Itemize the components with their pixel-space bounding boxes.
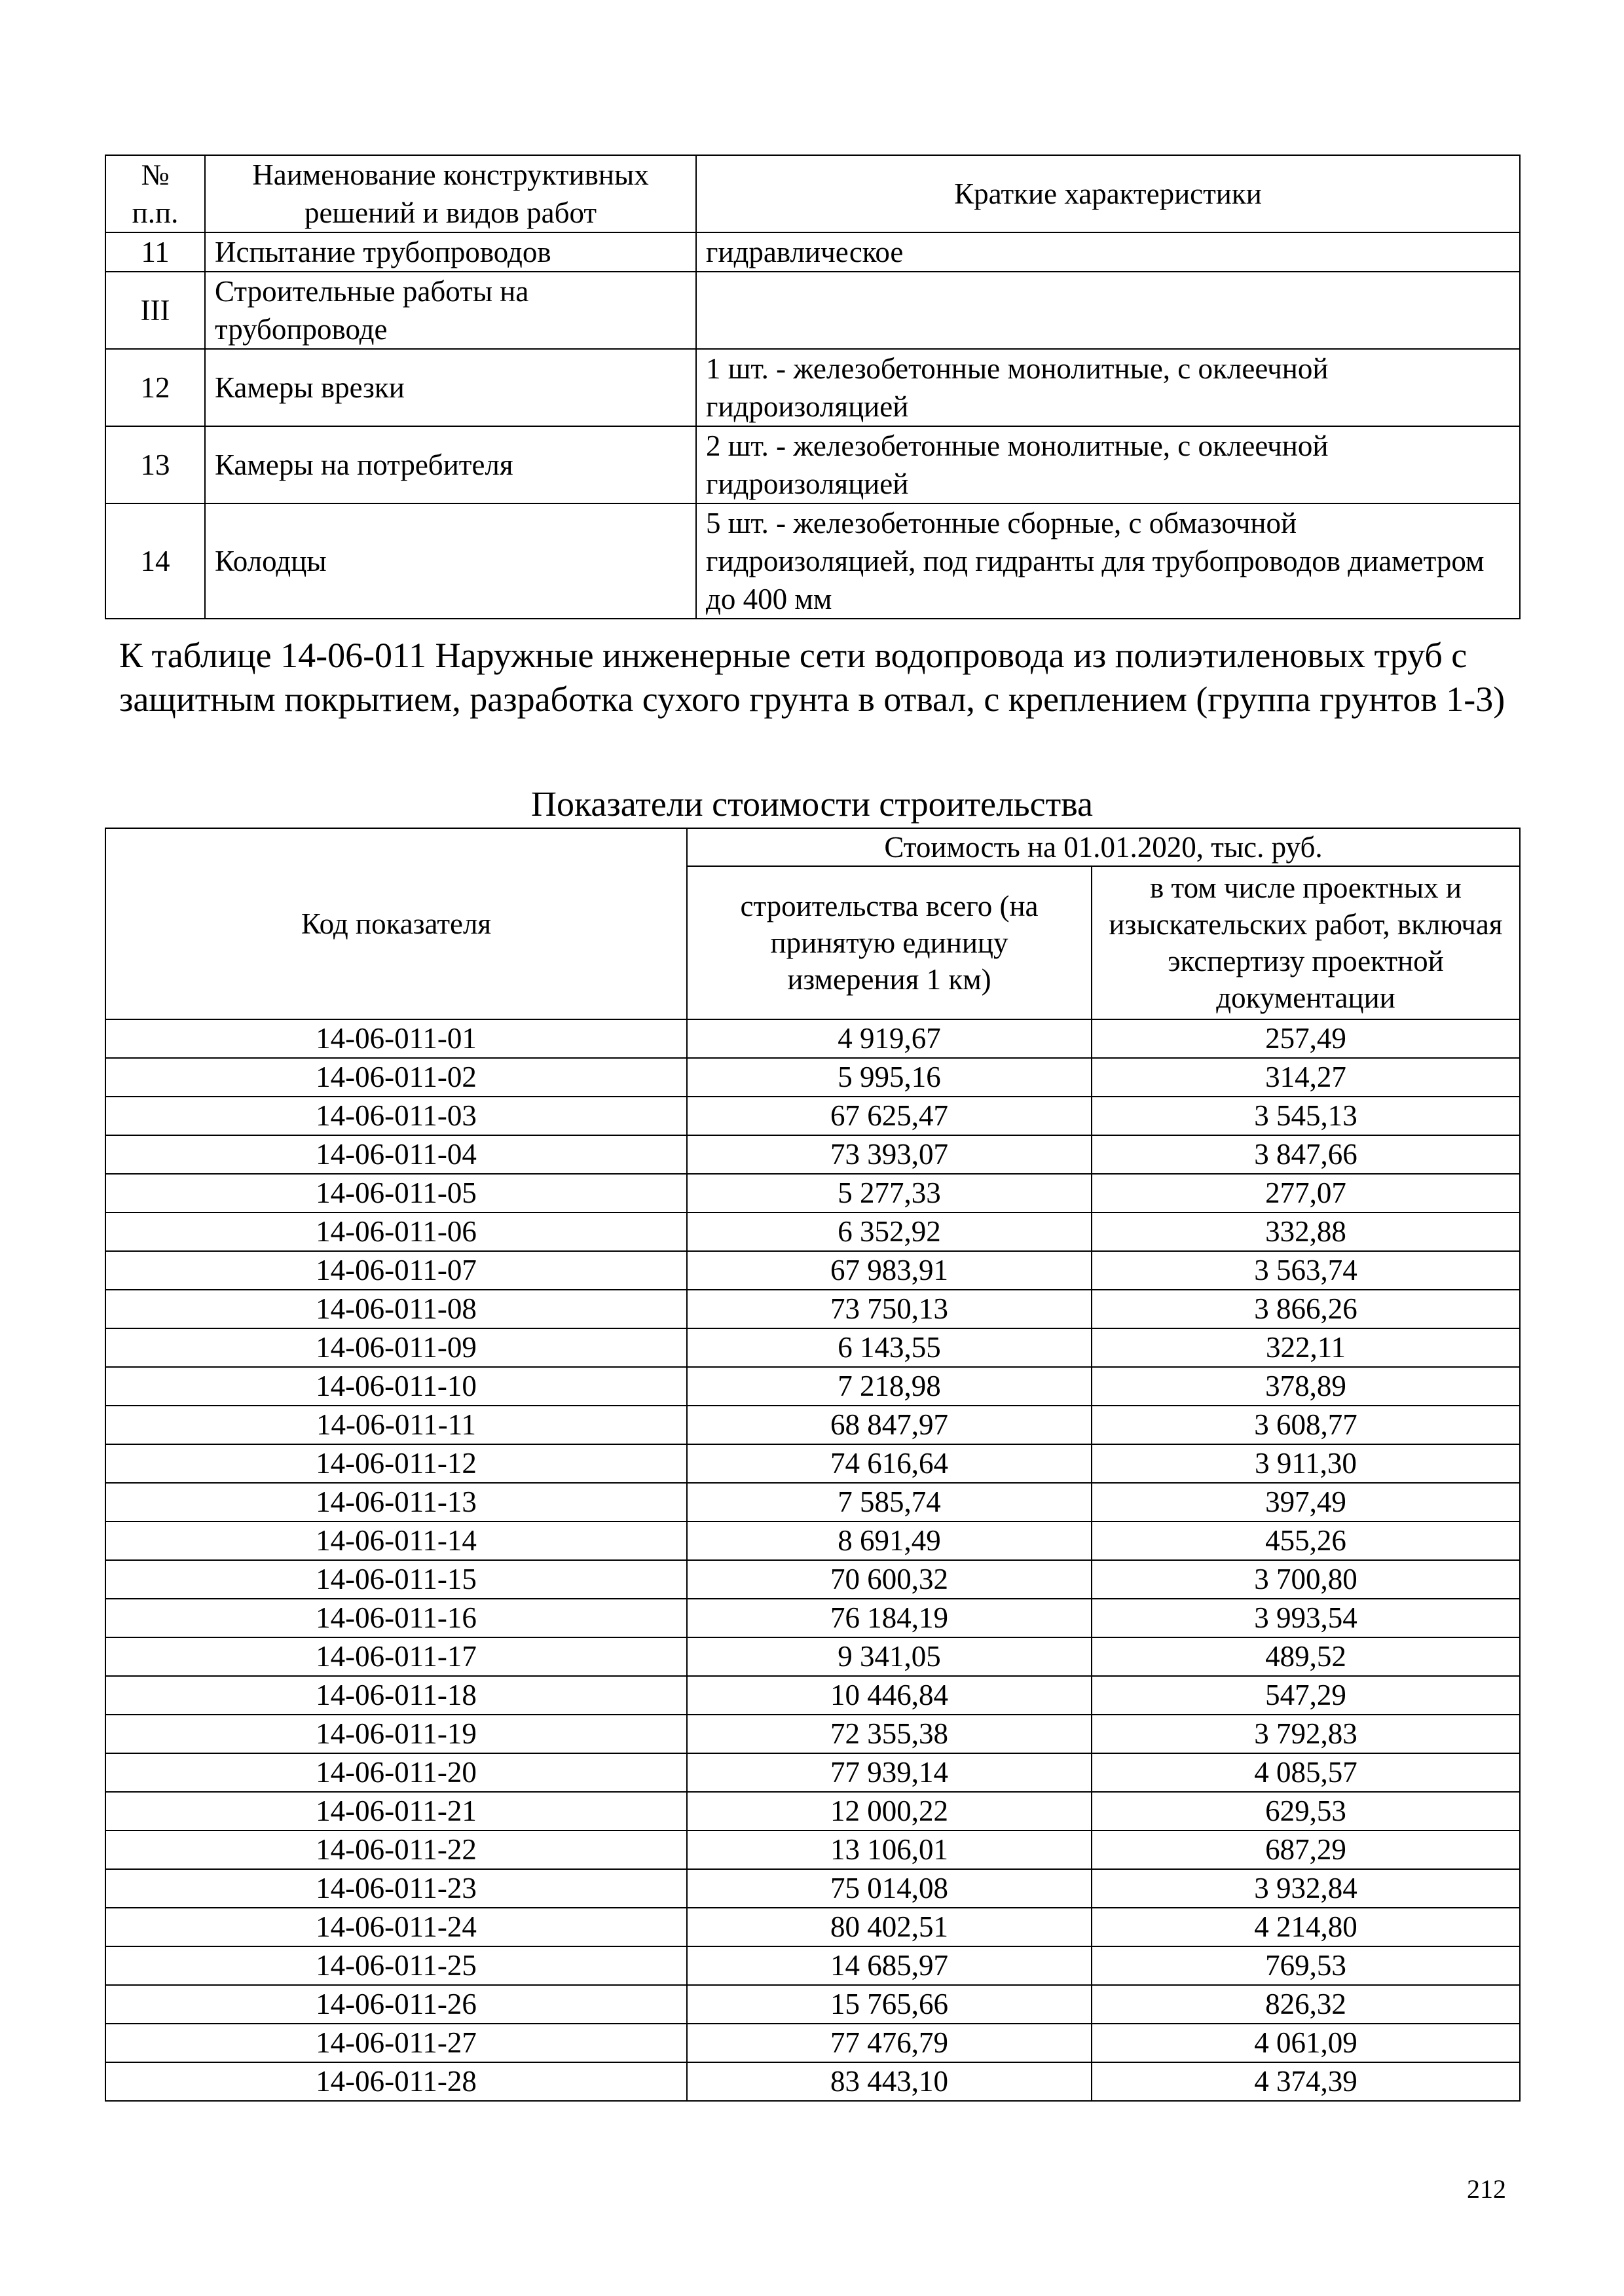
- cell-total: 9 341,05: [687, 1637, 1092, 1676]
- table-row: [105, 272, 1520, 349]
- cell-code: 14-06-011-09: [105, 1328, 687, 1367]
- cell-design: 489,52: [1092, 1637, 1520, 1676]
- table-row: [105, 1753, 1520, 1792]
- cell-design: 378,89: [1092, 1367, 1520, 1406]
- works-table-header: [105, 155, 1520, 232]
- cell-total: 4 919,67: [687, 1019, 1092, 1058]
- cell-design: 4 061,09: [1092, 2024, 1520, 2062]
- works-table: [105, 155, 1521, 619]
- cell-total: 75 014,08: [687, 1869, 1092, 1908]
- cell-design: 547,29: [1092, 1676, 1520, 1715]
- cell-code: 14-06-011-16: [105, 1599, 687, 1637]
- row-name: Испытание трубопроводов: [205, 232, 696, 272]
- cell-code: 14-06-011-14: [105, 1522, 687, 1560]
- header-code: Код показателя: [105, 828, 687, 1019]
- table-row: [105, 1290, 1520, 1328]
- cell-design: 687,29: [1092, 1831, 1520, 1869]
- cost-table: [105, 828, 1521, 2102]
- table-row: [105, 1946, 1520, 1985]
- cell-total: 12 000,22: [687, 1792, 1092, 1831]
- cost-table-title: Показатели стоимости строительства: [530, 784, 1093, 824]
- cell-code: 14-06-011-04: [105, 1135, 687, 1174]
- table-row: [105, 232, 1520, 272]
- cell-design: 397,49: [1092, 1483, 1520, 1522]
- cell-design: 3 847,66: [1092, 1135, 1520, 1174]
- cell-total: 73 393,07: [687, 1135, 1092, 1174]
- cell-code: 14-06-011-08: [105, 1290, 687, 1328]
- cell-design: 3 911,30: [1092, 1444, 1520, 1483]
- table-row: [105, 1174, 1520, 1212]
- cell-total: 7 585,74: [687, 1483, 1092, 1522]
- header-name: Наименование конструктивных решений и видов работ: [205, 155, 696, 232]
- cell-code: 14-06-011-24: [105, 1908, 687, 1946]
- table-row: [105, 1328, 1520, 1367]
- row-name: Камеры на потребителя: [205, 426, 696, 503]
- cell-total: 7 218,98: [687, 1367, 1092, 1406]
- cell-code: 14-06-011-18: [105, 1676, 687, 1715]
- table-row: [105, 1792, 1520, 1831]
- page-number: 212: [1467, 2174, 1506, 2204]
- cell-code: 14-06-011-11: [105, 1406, 687, 1444]
- cell-total: 67 625,47: [687, 1097, 1092, 1135]
- cell-design: 455,26: [1092, 1522, 1520, 1560]
- table-row: [105, 1637, 1520, 1676]
- table-row: [105, 1869, 1520, 1908]
- table-row: [105, 1908, 1520, 1946]
- cell-total: 5 995,16: [687, 1058, 1092, 1097]
- table-row: [105, 1019, 1520, 1058]
- cell-total: 76 184,19: [687, 1599, 1092, 1637]
- cell-design: 3 932,84: [1092, 1869, 1520, 1908]
- cell-total: 70 600,32: [687, 1560, 1092, 1599]
- cell-design: 4 374,39: [1092, 2062, 1520, 2101]
- cell-total: 5 277,33: [687, 1174, 1092, 1212]
- table-row: [105, 426, 1520, 503]
- row-characteristics: [696, 272, 1520, 349]
- row-num: 11: [105, 232, 205, 272]
- cell-code: 14-06-011-05: [105, 1174, 687, 1212]
- row-name: Строительные работы на трубопроводе: [205, 272, 696, 349]
- cell-design: 3 866,26: [1092, 1290, 1520, 1328]
- row-num: III: [105, 272, 205, 349]
- cell-code: 14-06-011-19: [105, 1715, 687, 1753]
- table-row: [105, 1560, 1520, 1599]
- cell-code: 14-06-011-26: [105, 1985, 687, 2024]
- header-cost-group: Стоимость на 01.01.2020, тыс. руб.: [687, 828, 1520, 866]
- cell-total: 6 352,92: [687, 1212, 1092, 1251]
- cell-total: 15 765,66: [687, 1985, 1092, 2024]
- cell-design: 3 792,83: [1092, 1715, 1520, 1753]
- cell-design: 769,53: [1092, 1946, 1520, 1985]
- cell-code: 14-06-011-13: [105, 1483, 687, 1522]
- cell-design: 3 545,13: [1092, 1097, 1520, 1135]
- cell-total: 72 355,38: [687, 1715, 1092, 1753]
- table-row: [105, 1676, 1520, 1715]
- cell-total: 77 939,14: [687, 1753, 1092, 1792]
- cell-design: 3 608,77: [1092, 1406, 1520, 1444]
- row-num: 12: [105, 349, 205, 426]
- table-row: [105, 1212, 1520, 1251]
- cell-code: 14-06-011-27: [105, 2024, 687, 2062]
- table-row: [105, 1985, 1520, 2024]
- row-characteristics: 2 шт. - железобетонные монолитные, с оклеечной гидроизоляцией: [696, 426, 1520, 503]
- cost-table-header-row-1: [105, 828, 1520, 866]
- cell-total: 13 106,01: [687, 1831, 1092, 1869]
- cell-design: 4 085,57: [1092, 1753, 1520, 1792]
- cell-design: 322,11: [1092, 1328, 1520, 1367]
- row-num: 13: [105, 426, 205, 503]
- table-caption: К таблице 14-06-011 Наружные инженерные сети водопровода из полиэтиленовых труб с защитным покрытием, разработка сухого грунта в отвал, с креплением (группа грунтов 1-3): [119, 636, 1505, 719]
- cell-design: 4 214,80: [1092, 1908, 1520, 1946]
- row-name: Колодцы: [205, 503, 696, 619]
- cell-total: 68 847,97: [687, 1406, 1092, 1444]
- cell-code: 14-06-011-28: [105, 2062, 687, 2101]
- table-row: [105, 2062, 1520, 2101]
- cell-code: 14-06-011-21: [105, 1792, 687, 1831]
- table-row: [105, 349, 1520, 426]
- cell-code: 14-06-011-20: [105, 1753, 687, 1792]
- table-row: [105, 1831, 1520, 1869]
- table-row: [105, 2024, 1520, 2062]
- cell-total: 10 446,84: [687, 1676, 1092, 1715]
- row-characteristics: 5 шт. - железобетонные сборные, с обмазочной гидроизоляцией, под гидранты для трубопроводов диаметром до 400 мм: [696, 503, 1520, 619]
- cell-total: 67 983,91: [687, 1251, 1092, 1290]
- row-characteristics: гидравлическое: [696, 232, 1520, 272]
- row-characteristics: 1 шт. - железобетонные монолитные, с оклеечной гидроизоляцией: [696, 349, 1520, 426]
- cell-code: 14-06-011-03: [105, 1097, 687, 1135]
- table-row: [105, 1135, 1520, 1174]
- cell-code: 14-06-011-12: [105, 1444, 687, 1483]
- cell-total: 73 750,13: [687, 1290, 1092, 1328]
- table-row: [105, 1097, 1520, 1135]
- cell-design: 3 700,80: [1092, 1560, 1520, 1599]
- table-row: [105, 1522, 1520, 1560]
- table-row: [105, 1483, 1520, 1522]
- row-name: Камеры врезки: [205, 349, 696, 426]
- cell-code: 14-06-011-23: [105, 1869, 687, 1908]
- cell-total: 74 616,64: [687, 1444, 1092, 1483]
- cell-design: 332,88: [1092, 1212, 1520, 1251]
- cell-design: 257,49: [1092, 1019, 1520, 1058]
- cell-total: 8 691,49: [687, 1522, 1092, 1560]
- cell-code: 14-06-011-02: [105, 1058, 687, 1097]
- header-total: строительства всего (на принятую единицу измерения 1 км): [687, 866, 1092, 1019]
- table-row: [105, 1367, 1520, 1406]
- header-characteristics: Краткие характеристики: [696, 155, 1520, 232]
- cell-total: 6 143,55: [687, 1328, 1092, 1367]
- cell-total: 77 476,79: [687, 2024, 1092, 2062]
- cell-code: 14-06-011-06: [105, 1212, 687, 1251]
- header-design: в том числе проектных и изыскательских работ, включая экспертизу проектной документации: [1092, 866, 1520, 1019]
- cell-total: 14 685,97: [687, 1946, 1092, 1985]
- cell-code: 14-06-011-10: [105, 1367, 687, 1406]
- cell-design: 629,53: [1092, 1792, 1520, 1831]
- cell-total: 83 443,10: [687, 2062, 1092, 2101]
- cell-code: 14-06-011-22: [105, 1831, 687, 1869]
- cost-table-body: [105, 1019, 1520, 2101]
- cell-code: 14-06-011-01: [105, 1019, 687, 1058]
- cell-code: 14-06-011-25: [105, 1946, 687, 1985]
- row-num: 14: [105, 503, 205, 619]
- table-row: [105, 1251, 1520, 1290]
- table-row: [105, 503, 1520, 619]
- table-row: [105, 1599, 1520, 1637]
- header-num: № п.п.: [105, 155, 205, 232]
- table-row: [105, 1058, 1520, 1097]
- cell-design: 3 563,74: [1092, 1251, 1520, 1290]
- cell-design: 826,32: [1092, 1985, 1520, 2024]
- cell-code: 14-06-011-17: [105, 1637, 687, 1676]
- cell-code: 14-06-011-07: [105, 1251, 687, 1290]
- cell-design: 3 993,54: [1092, 1599, 1520, 1637]
- cell-design: 277,07: [1092, 1174, 1520, 1212]
- table-row: [105, 1715, 1520, 1753]
- cell-design: 314,27: [1092, 1058, 1520, 1097]
- cell-total: 80 402,51: [687, 1908, 1092, 1946]
- cell-code: 14-06-011-15: [105, 1560, 687, 1599]
- table-row: [105, 1406, 1520, 1444]
- table-row: [105, 1444, 1520, 1483]
